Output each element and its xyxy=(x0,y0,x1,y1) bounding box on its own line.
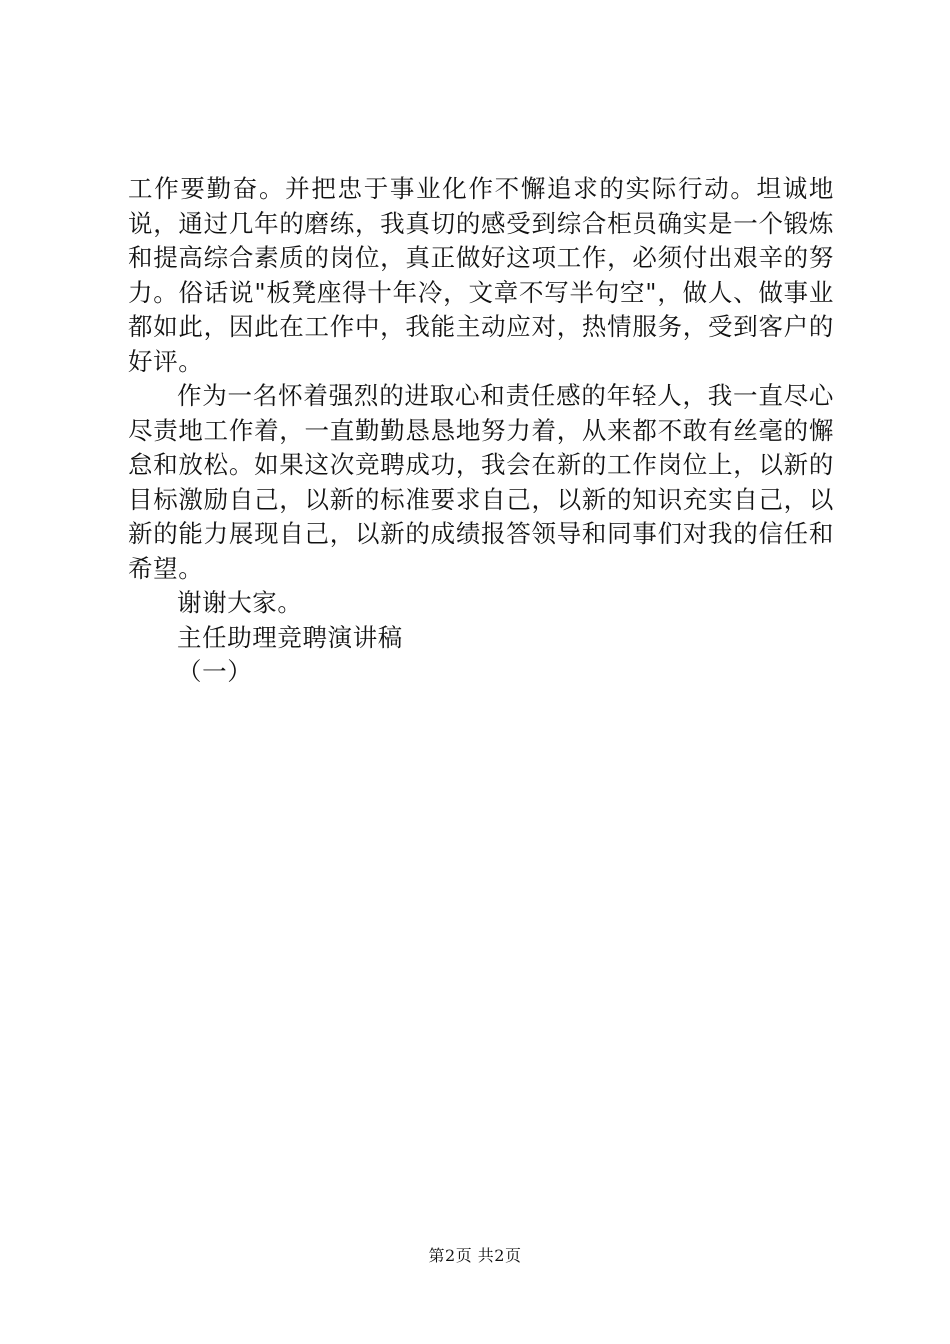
paragraph-thanks: 谢谢大家。 xyxy=(177,588,303,617)
section-number: （一） xyxy=(177,657,253,686)
page-number-label: 第2页 共2页 xyxy=(428,1246,522,1265)
page-footer xyxy=(0,1243,950,1266)
document-body xyxy=(128,172,834,690)
paragraph-commitment: 作为一名怀着强烈的进取心和责任感的年轻人，我一直尽心尽责地工作着，一直勤勤恳恳地努力着，从来都不敢有丝毫的懈怠和放松。如果这次竞聘成功，我会在新的工作岗位上，以新的目标激励自己，以新的标准要求自己，以新的知识充实自己，以新的能力展现自己，以新的成绩报答领导和同事们对我的信任和希望。 xyxy=(128,381,834,583)
section-heading: 主任助理竞聘演讲稿 xyxy=(177,622,403,652)
paragraph-continuation: 工作要勤奋。并把忠于事业化作不懈追求的实际行动。坦诚地说，通过几年的磨练，我真切的感受到综合柜员确实是一个锻炼和提高综合素质的岗位，真正做好这项工作，必须付出艰辛的努力。俗话说"板凳座得十年冷，文章不写半句空"，做人、做事业都如此，因此在工作中，我能主动应对，热情服务，受到客户的好评。 xyxy=(128,174,834,376)
